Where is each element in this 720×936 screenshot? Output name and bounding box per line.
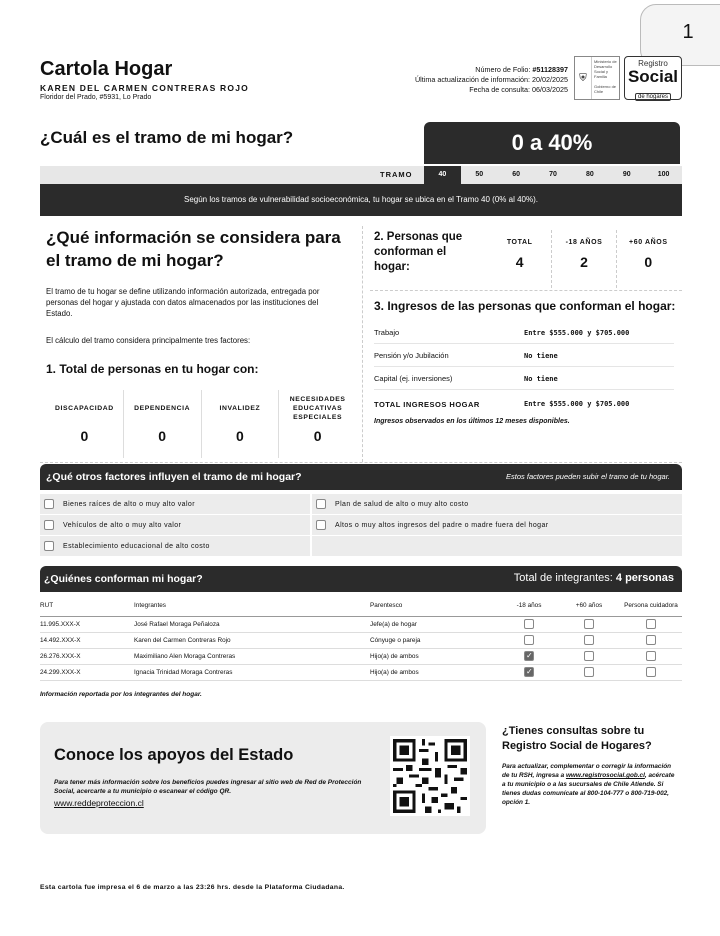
caregiver-checkbox[interactable] — [646, 651, 656, 661]
minor-checkbox-cell — [500, 648, 558, 664]
section-divider — [362, 226, 363, 462]
factor-item-label: Plan de salud de alto o muy alto costo — [335, 500, 469, 508]
factor-discapacidad — [46, 390, 124, 458]
factor-label: DEPENDENCIA — [134, 404, 191, 412]
senior-checkbox-cell — [558, 648, 620, 664]
factor-item-label: Altos o muy altos ingresos del padre o madre fuera del hogar — [335, 521, 549, 529]
caregiver-checkbox-cell — [620, 632, 682, 648]
minor-checkbox[interactable] — [524, 635, 534, 645]
otros-factores-list — [40, 492, 682, 556]
miembros-rows — [40, 616, 682, 680]
count-label: -18 AÑOS — [565, 239, 603, 246]
relationship-cell: Cónyuge o pareja — [370, 632, 500, 648]
factor-item — [312, 494, 682, 514]
total-value: 4 personas — [615, 572, 674, 584]
relationship-cell: Hijo(a) de ambos — [370, 648, 500, 664]
table-row — [40, 632, 682, 648]
print-footer: Esta cartola fue impresa el 6 de marzo a las 23:26 hrs. desde la Plataforma Ciudadana. — [40, 884, 345, 891]
page-number-tab: 1 — [640, 4, 720, 66]
checkbox[interactable] — [316, 520, 326, 530]
name-cell: Karen del Carmen Contreras Rojo — [134, 632, 370, 648]
checkbox[interactable] — [44, 499, 54, 509]
miembros-total — [514, 572, 674, 584]
factor-label: NECESIDADES EDUCATIVAS ESPECIALES — [289, 395, 346, 421]
miembros-title: ¿Quiénes conforman mi hogar? — [44, 573, 203, 585]
income-value: No tiene — [524, 351, 558, 360]
miembros-note: Información reportada por los integrantes del hogar. — [40, 691, 202, 698]
income-row-total — [374, 393, 674, 415]
folio-label: Número de Folio: — [475, 65, 531, 74]
folio-number: #51128397 — [532, 65, 568, 74]
senior-checkbox[interactable] — [584, 667, 594, 677]
factor-value: 0 — [158, 428, 167, 444]
tramo-scale — [40, 166, 682, 184]
minor-checkbox-cell — [500, 616, 558, 632]
divider — [370, 290, 682, 291]
tramo-scale-cell: 90 — [622, 171, 631, 178]
col-parentesco: Parentesco — [370, 596, 500, 616]
tramo-scale-cell: 50 — [475, 171, 484, 178]
info-question: ¿Qué información se considera para el tramo de mi hogar? — [46, 228, 341, 270]
apoyos-title: Conoce los apoyos del Estado — [54, 746, 294, 764]
factor-item-empty — [312, 536, 682, 556]
factor-item — [40, 536, 310, 556]
consultas-title: ¿Tienes consultas sobre tu Registro Social de Hogares? — [502, 725, 652, 752]
page-title: Cartola Hogar — [40, 58, 173, 80]
relationship-cell: Hijo(a) de ambos — [370, 664, 500, 680]
personas-mayores — [616, 230, 680, 288]
otros-factores-header — [40, 464, 682, 490]
factor-nee — [279, 390, 356, 458]
income-label: TOTAL INGRESOS HOGAR — [374, 399, 480, 409]
factor-item-label: Bienes raíces de alto o muy alto valor — [63, 500, 195, 508]
otros-title: ¿Qué otros factores influyen el tramo de mi hogar? — [46, 471, 302, 483]
rsh-line1: Registro — [638, 59, 668, 68]
tramo-scale-label: TRAMO — [380, 170, 413, 179]
rut-cell: 26.276.XXX-X — [40, 648, 134, 664]
apoyos-link[interactable]: www.reddeproteccion.cl — [54, 798, 144, 808]
consulted-label: Fecha de consulta: — [469, 85, 531, 94]
checkbox[interactable] — [44, 520, 54, 530]
chile-coat-of-arms-icon: ⛨ — [579, 72, 587, 84]
miembros-table — [40, 596, 682, 681]
updated-date: 20/02/2025 — [532, 75, 568, 84]
ingresos-heading: 3. Ingresos de las personas que conforman el hogar: — [374, 299, 676, 313]
count-label: TOTAL — [506, 239, 533, 246]
apoyos-card — [40, 722, 486, 834]
total-heading: 1. Total de personas en tu hogar con: — [46, 362, 259, 376]
relationship-cell: Jefe(a) de hogar — [370, 616, 500, 632]
tramo-summary: Según los tramos de vulnerabilidad socioeconómica, tu hogar se ubica en el Tramo 40 (0% al 40%). — [40, 184, 682, 216]
minor-checkbox-cell — [500, 632, 558, 648]
registro-social-logo — [624, 56, 682, 100]
tramo-scale-cell: 40 — [424, 166, 461, 184]
factor-item-label: Establecimiento educacional de alto costo — [63, 542, 210, 550]
senior-checkbox-cell — [558, 616, 620, 632]
income-label: Capital (ej. inversiones) — [374, 374, 453, 383]
personas-counts — [488, 230, 680, 288]
minor-checkbox[interactable] — [524, 651, 534, 661]
seal-text: Ministerio de Desarrollo Social y Familia — [594, 59, 617, 79]
factor-item — [40, 494, 310, 514]
col-mayores: +60 años — [558, 596, 620, 616]
col-cuidadora: Persona cuidadora — [620, 596, 682, 616]
income-note: Ingresos observados en los últimos 12 meses disponibles. — [374, 418, 570, 425]
caregiver-checkbox-cell — [620, 648, 682, 664]
rut-cell: 14.492.XXX-X — [40, 632, 134, 648]
rut-cell: 11.995.XXX-X — [40, 616, 134, 632]
folio-info — [360, 65, 568, 95]
tramo-value: 0 a 40% — [424, 122, 680, 164]
factor-item — [40, 515, 310, 535]
count-value: 2 — [580, 254, 588, 270]
tramo-scale-cells — [424, 166, 682, 184]
name-cell: Maximiliano Alen Moraga Contreras — [134, 648, 370, 664]
factor-dependencia — [124, 390, 202, 458]
tramo-question: ¿Cuál es el tramo de mi hogar? — [40, 128, 294, 147]
divider — [40, 462, 682, 463]
count-label: +60 AÑOS — [629, 239, 668, 246]
caregiver-checkbox[interactable] — [646, 619, 656, 629]
count-value: 4 — [515, 254, 524, 270]
senior-checkbox[interactable] — [584, 635, 594, 645]
factor-label: DISCAPACIDAD — [54, 404, 114, 412]
ministry-seal — [574, 56, 620, 100]
otros-subtitle: Estos factores pueden subir el tramo de tu hogar. — [506, 472, 670, 481]
factor-value: 0 — [313, 428, 322, 444]
income-row-pension — [374, 345, 674, 367]
senior-checkbox[interactable] — [584, 619, 594, 629]
apoyos-description: Para tener más información sobre los beneficios puedes ingresar al sitio web de Red de Protección Social, acercarte a tu municipio o escanear el código QR. — [54, 779, 362, 795]
owner-address: Floridor del Prado, #5931, Lo Prado — [40, 94, 152, 101]
table-row — [40, 616, 682, 632]
tramo-scale-cell: 100 — [657, 171, 670, 178]
table-header-row — [40, 596, 682, 616]
table-row — [40, 648, 682, 664]
tramo-scale-cell: 80 — [585, 171, 594, 178]
caregiver-checkbox-cell — [620, 664, 682, 680]
col-rut: RUT — [40, 596, 134, 616]
senior-checkbox[interactable] — [584, 651, 594, 661]
rsh-line3: de hogares — [635, 93, 671, 101]
income-row-trabajo — [374, 322, 674, 344]
minor-checkbox-cell — [500, 664, 558, 680]
checkbox[interactable] — [316, 499, 326, 509]
col-menores: -18 años — [500, 596, 558, 616]
income-value: Entre $555.000 y $705.000 — [524, 328, 630, 337]
tramo-scale-cell: 60 — [512, 171, 521, 178]
count-value: 0 — [644, 254, 653, 270]
factor-item — [312, 515, 682, 535]
income-label: Trabajo — [374, 328, 400, 337]
updated-label: Última actualización de información: — [414, 75, 531, 84]
consultas-text-b: , acércate a tu municipio o a las sucursales de Chile Atiende. Si tienes dudas comunícate al 800-104-777 o 800-719-002, opción 1. — [502, 772, 675, 806]
consultas-description — [502, 762, 678, 807]
checkbox[interactable] — [44, 541, 54, 551]
seal-footer: Gobierno de Chile — [594, 84, 617, 94]
factor-invalidez — [202, 390, 280, 458]
minor-checkbox[interactable] — [524, 619, 534, 629]
name-cell: José Rafael Moraga Peñaloza — [134, 616, 370, 632]
caregiver-checkbox[interactable] — [646, 667, 656, 677]
info-paragraph: El tramo de tu hogar se define utilizando información autorizada, entregada por personas del hogar y ajustada con datos almacenados por las instituciones del Estado. — [46, 287, 320, 318]
owner-name: KAREN DEL CARMEN CONTRERAS ROJO — [40, 83, 249, 93]
senior-checkbox-cell — [558, 664, 620, 680]
senior-checkbox-cell — [558, 632, 620, 648]
factors-grid — [46, 390, 356, 458]
income-value: Entre $555.000 y $705.000 — [524, 400, 630, 408]
rut-cell: 24.299.XXX-X — [40, 664, 134, 680]
col-integrantes: Integrantes — [134, 596, 370, 616]
income-row-capital — [374, 368, 674, 390]
factor-value: 0 — [235, 428, 244, 444]
name-cell: Ignacia Trinidad Moraga Contreras — [134, 664, 370, 680]
personas-heading: 2. Personas que conforman el hogar: — [374, 231, 463, 273]
total-label: Total de integrantes: — [513, 572, 613, 584]
factor-value: 0 — [80, 428, 89, 444]
miembros-header — [40, 566, 682, 592]
rsh-line2: Social — [627, 67, 679, 86]
qr-code-icon[interactable] — [390, 736, 470, 816]
caregiver-checkbox[interactable] — [646, 635, 656, 645]
personas-total — [488, 230, 551, 288]
minor-checkbox[interactable] — [524, 667, 534, 677]
table-row — [40, 664, 682, 680]
caregiver-checkbox-cell — [620, 616, 682, 632]
income-label: Pensión y/o Jubilación — [374, 351, 449, 360]
tramo-scale-cell: 70 — [549, 171, 557, 178]
factor-item-label: Vehículos de alto o muy alto valor — [63, 521, 182, 529]
consulted-date: 06/03/2025 — [532, 85, 568, 94]
consultas-text-a: Para actualizar, complementar o corregir la información de tu RSH, ingresa a — [502, 763, 672, 779]
factor-label: INVALIDEZ — [219, 404, 261, 412]
registro-social-link[interactable]: www.registrosocial.gob.cl — [565, 772, 645, 779]
income-value: No tiene — [524, 374, 558, 383]
personas-menores — [551, 230, 615, 288]
info-factors-intro: El cálculo del tramo considera principalmente tres factores: — [46, 336, 251, 345]
